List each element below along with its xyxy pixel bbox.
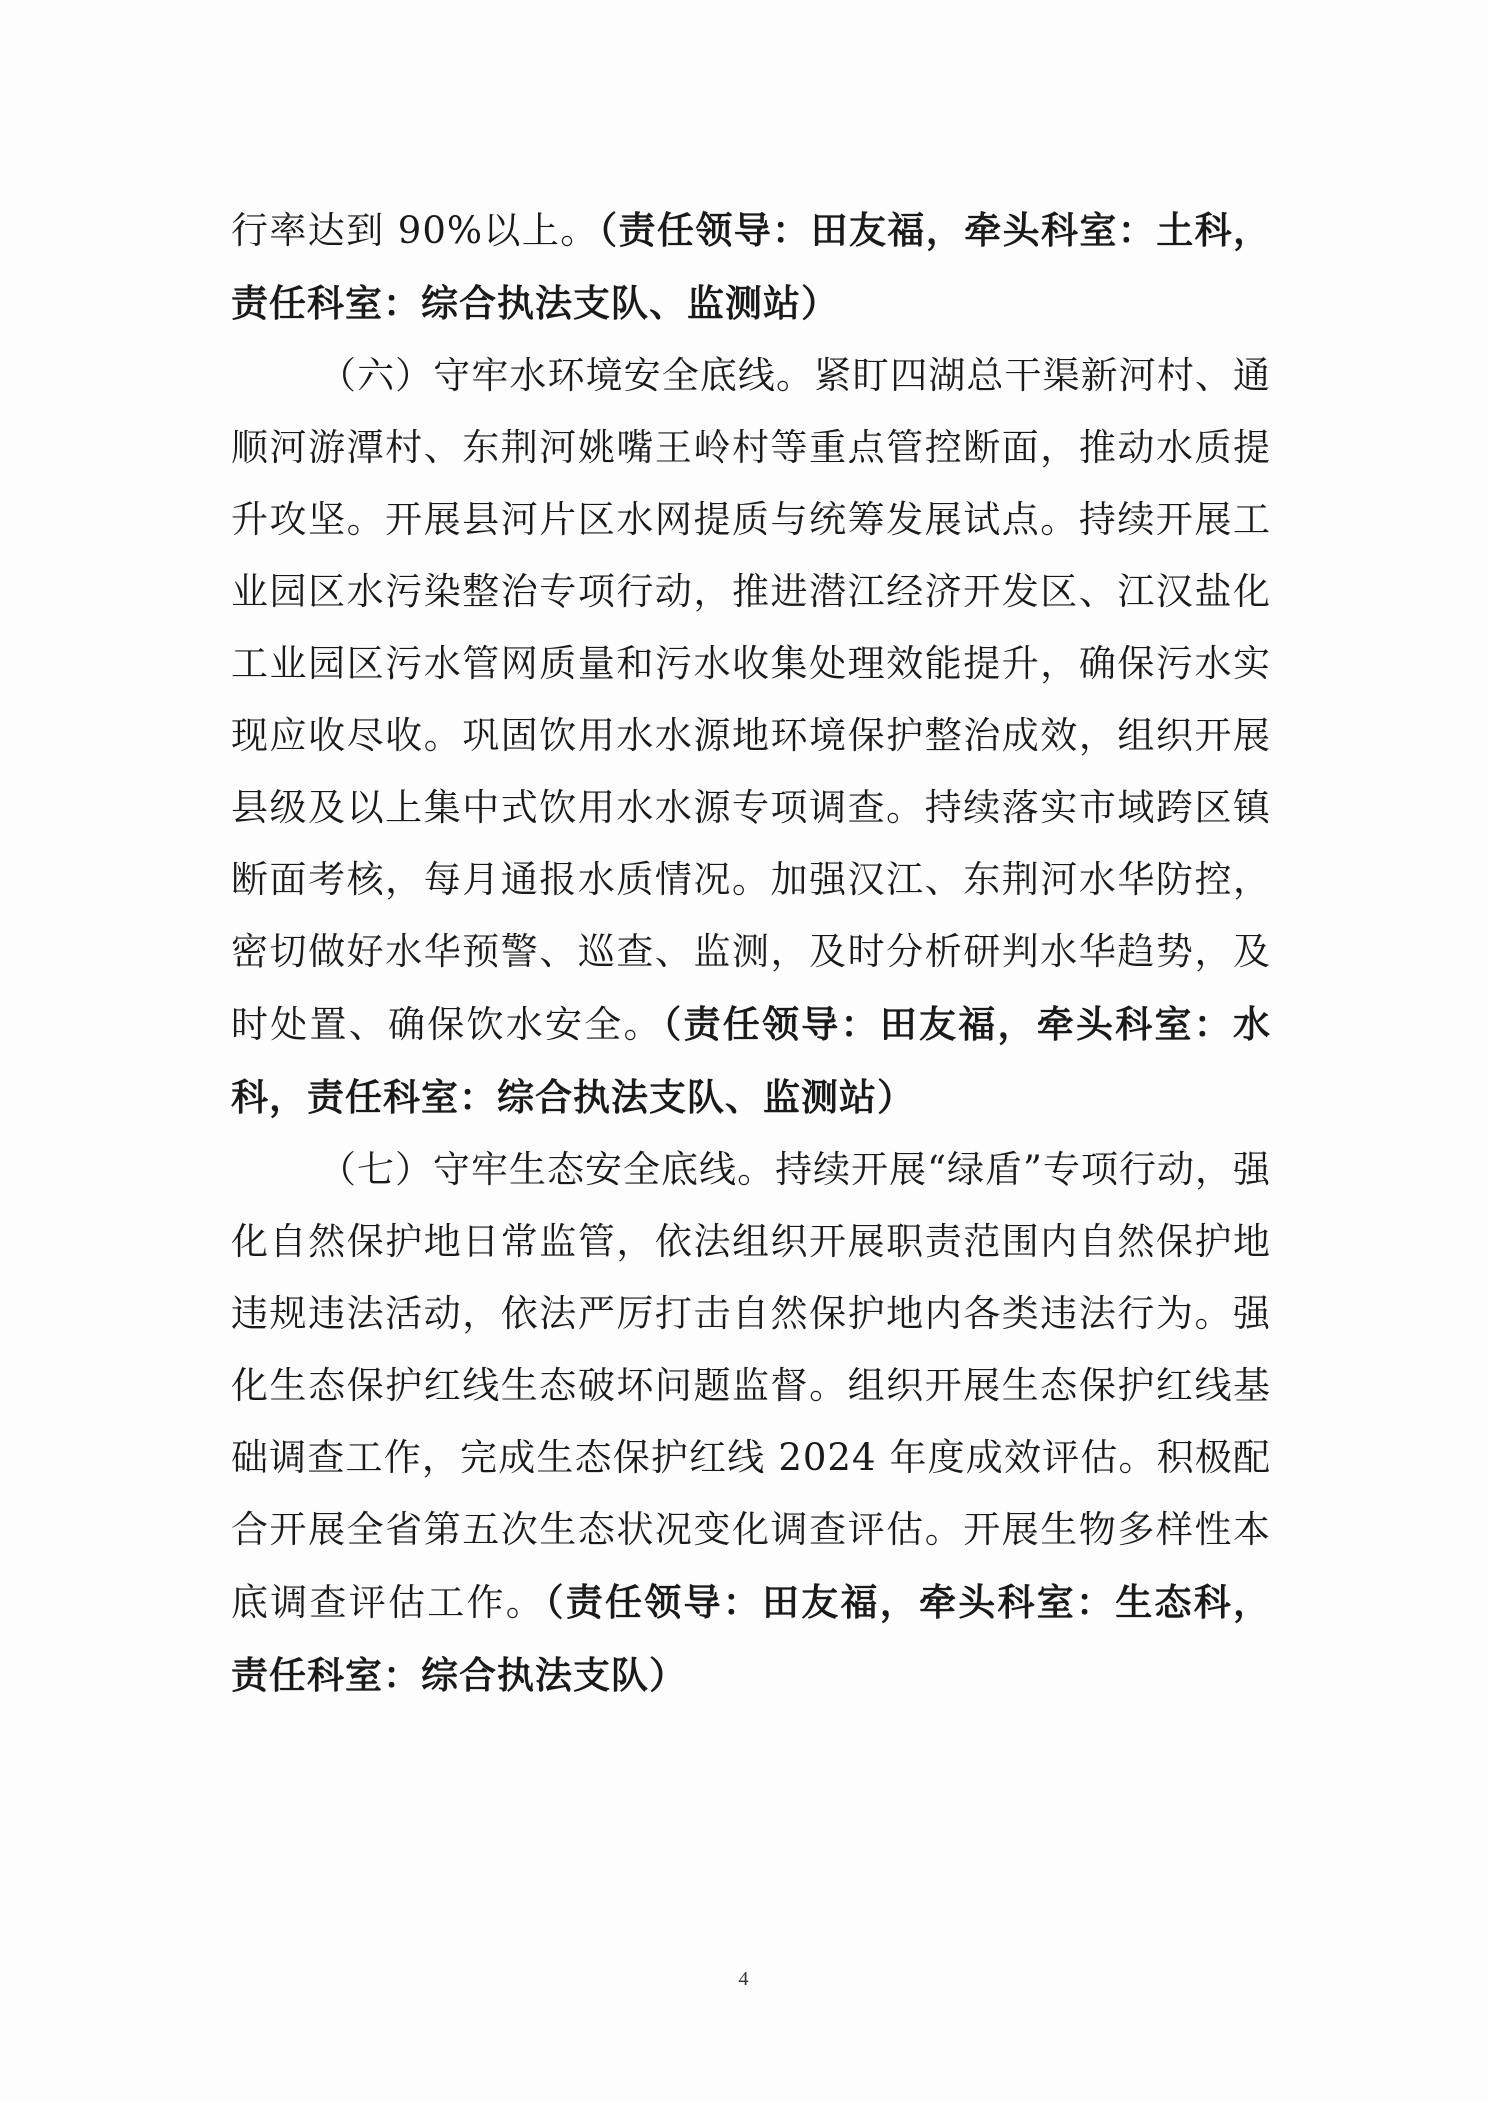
paragraph-2-responsibility: （责任领导：田友福，牵头科室：水科，责任科室：综合执法支队、监测站） (231, 1002, 1271, 1119)
paragraph-1-responsibility: （责任领导：田友福，牵头科室：土科，责任科室：综合执法支队、监测站） (231, 208, 1272, 325)
document-body (231, 194, 1271, 1712)
paragraph-ecological-safety (231, 1134, 1271, 1712)
paragraph-3-responsibility: （责任领导：田友福，牵头科室：生态科，责任科室：综合执法支队） (231, 1580, 1271, 1697)
paragraph-2-text: （六）守牢水环境安全底线。紧盯四湖总干渠新河村、通顺河游潭村、东荆河姚嘴王岭村等重点管控断面，推动水质提升攻坚。开展县河片区水网提质与统筹发展试点。持续开展工业园区水污染整治专项行动，推进潜江经济开发区、江汉盐化工业园区污水管网质量和污水收集处理效能提升，确保污水实现应收尽收。巩固饮用水水源地环境保护整治成效，组织开展县级及以上集中式饮用水水源专项调查。持续落实市域跨区镇断面考核，每月通报水质情况。加强汉江、东荆河水华防控，密切做好水华预警、巡查、监测，及时分析研判水华趋势，及时处置、确保饮水安全。 (231, 354, 1271, 1046)
paragraph-water-environment (231, 340, 1271, 1134)
page-number: 4 (738, 1968, 749, 1990)
paragraph-3-text: （七）守牢生态安全底线。持续开展“绿盾”专项行动，强化自然保护地日常监管，依法组织开展职责范围内自然保护地违规违法活动，依法严厉打击自然保护地内各类违法行为。强化生态保护红线生态破坏问题监督。组织开展生态保护红线基础调查工作，完成生态保护红线 2024 年度成效评估。积极配合开展全省第五次生态状况变化调查评估。开展生物多样性本底调查评估工作。 (231, 1148, 1271, 1624)
paragraph-1 (231, 194, 1271, 340)
paragraph-1-text: 行率达到 90%以上。 (231, 209, 599, 252)
